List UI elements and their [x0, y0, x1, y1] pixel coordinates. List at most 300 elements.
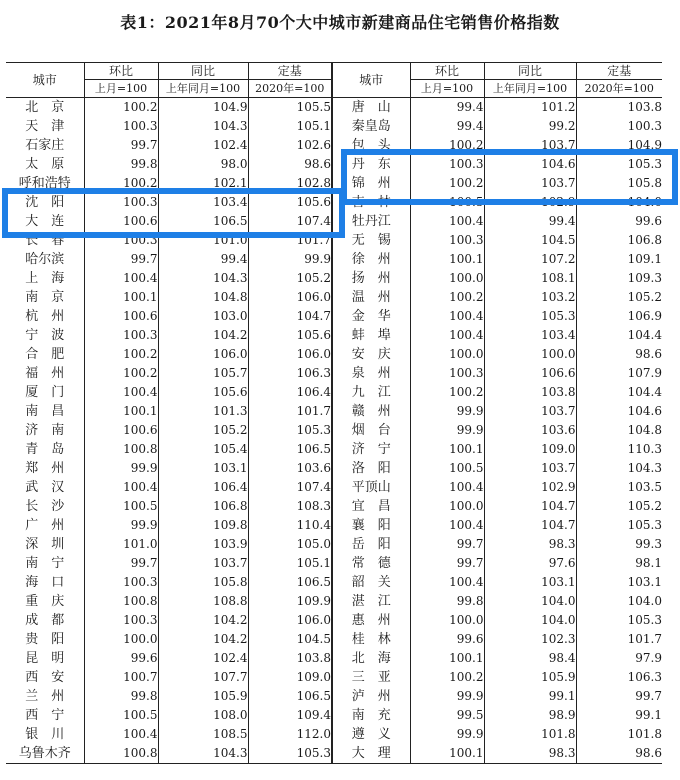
yoy-value: 108.8 [158, 592, 248, 611]
mom-value: 99.7 [84, 554, 158, 573]
city-name: 贵 阳 [25, 632, 65, 647]
mom-header-right: 环比 [410, 63, 484, 80]
table-row [6, 212, 662, 231]
yoy-value: 109.8 [158, 516, 248, 535]
yoy-value: 103.1 [158, 459, 248, 478]
mom-value: 100.2 [84, 364, 158, 383]
table-row [6, 630, 662, 649]
base-value: 99.1 [576, 706, 662, 725]
mom-value: 100.2 [410, 174, 484, 193]
mom-value: 100.2 [410, 288, 484, 307]
yoy-value: 103.0 [158, 307, 248, 326]
city-name: 泉 州 [332, 364, 410, 383]
base-value: 104.6 [576, 402, 662, 421]
mom-value: 100.4 [410, 573, 484, 592]
yoy-value: 104.2 [158, 326, 248, 345]
base-value: 105.6 [248, 326, 332, 345]
yoy-value: 103.8 [484, 383, 576, 402]
base-value: 110.4 [248, 516, 332, 535]
yoy-value: 104.7 [484, 516, 576, 535]
mom-value: 100.0 [410, 611, 484, 630]
table-row [6, 668, 662, 687]
base-value: 104.0 [576, 193, 662, 212]
yoy-value: 109.0 [484, 440, 576, 459]
mom-value: 99.9 [84, 516, 158, 535]
base-value: 109.3 [576, 269, 662, 288]
table-row [6, 573, 662, 592]
mom-value: 100.4 [410, 478, 484, 497]
yoy-value: 102.9 [484, 478, 576, 497]
table-row [6, 364, 662, 383]
mom-value: 100.3 [84, 611, 158, 630]
base-value: 104.4 [576, 326, 662, 345]
table-row [6, 155, 662, 174]
base-value: 101.7 [248, 402, 332, 421]
city-name: 大 理 [332, 744, 410, 764]
city-name: 合 肥 [25, 347, 65, 362]
table-row [6, 174, 662, 193]
yoy-value: 104.9 [158, 98, 248, 118]
yoy-value: 101.3 [158, 402, 248, 421]
city-name: 乌鲁木齐 [6, 744, 84, 764]
base-value: 109.9 [248, 592, 332, 611]
city-name: 济 南 [25, 423, 65, 438]
base-value: 103.5 [576, 478, 662, 497]
city-name: 岳 阳 [332, 535, 410, 554]
yoy-value: 99.4 [484, 212, 576, 231]
mom-value: 100.0 [84, 630, 158, 649]
mom-value: 99.8 [84, 687, 158, 706]
city-name: 宜 昌 [332, 497, 410, 516]
yoy-value: 98.9 [484, 706, 576, 725]
yoy-value: 98.0 [158, 155, 248, 174]
base-value: 102.6 [248, 136, 332, 155]
city-name: 石家庄 [25, 138, 65, 153]
base-value: 104.0 [576, 592, 662, 611]
city-name: 哈尔滨 [25, 252, 65, 267]
yoy-value: 103.4 [158, 193, 248, 212]
yoy-value: 103.7 [484, 136, 576, 155]
mom-value: 100.2 [84, 98, 158, 118]
base-value: 105.2 [576, 497, 662, 516]
mom-value: 100.4 [410, 326, 484, 345]
yoy-value: 104.3 [158, 269, 248, 288]
mom-value: 100.3 [84, 117, 158, 136]
base-value: 104.7 [248, 307, 332, 326]
city-name: 成 都 [25, 613, 65, 628]
base-value: 109.0 [248, 668, 332, 687]
base-value: 101.7 [576, 630, 662, 649]
yoy-value: 108.1 [484, 269, 576, 288]
yoy-value: 103.7 [484, 402, 576, 421]
mom-value: 100.4 [410, 307, 484, 326]
mom-value: 100.3 [84, 193, 158, 212]
yoy-value: 103.7 [158, 554, 248, 573]
yoy-value: 103.4 [484, 326, 576, 345]
city-name: 唐 山 [332, 98, 410, 118]
city-name: 宁 波 [25, 328, 65, 343]
city-header-left: 城市 [6, 63, 84, 98]
mom-value: 100.4 [410, 516, 484, 535]
base-value: 106.0 [248, 611, 332, 630]
city-name: 桂 林 [332, 630, 410, 649]
base-value: 105.8 [576, 174, 662, 193]
yoy-value: 98.3 [484, 535, 576, 554]
mom-value: 99.9 [410, 725, 484, 744]
yoy-value: 102.3 [484, 630, 576, 649]
base-value: 106.5 [248, 440, 332, 459]
table-row [6, 421, 662, 440]
yoy-base-left: 上年同月=100 [158, 80, 248, 98]
yoy-value: 105.9 [484, 668, 576, 687]
mom-value: 100.1 [84, 288, 158, 307]
city-name: 南 昌 [25, 404, 65, 419]
base-value: 106.3 [576, 668, 662, 687]
mom-value: 100.3 [84, 326, 158, 345]
city-name: 无 锡 [332, 231, 410, 250]
mom-value: 100.2 [410, 668, 484, 687]
base-value: 102.8 [248, 174, 332, 193]
mom-value: 100.2 [410, 136, 484, 155]
base-value: 106.4 [248, 383, 332, 402]
table-row [6, 611, 662, 630]
table-row [6, 288, 662, 307]
city-name: 丹 东 [332, 155, 410, 174]
city-name: 福 州 [25, 366, 65, 381]
city-name: 三 亚 [332, 668, 410, 687]
base-value: 101.7 [248, 231, 332, 250]
base-header-left: 定基 [248, 63, 332, 80]
mom-value: 100.8 [84, 744, 158, 764]
mom-header-left: 环比 [84, 63, 158, 80]
yoy-value: 104.7 [484, 497, 576, 516]
table-row [6, 459, 662, 478]
table-row [6, 383, 662, 402]
yoy-value: 106.8 [158, 497, 248, 516]
mom-value: 99.7 [410, 535, 484, 554]
base-value: 104.3 [576, 459, 662, 478]
base-value: 105.2 [248, 269, 332, 288]
yoy-value: 104.0 [484, 611, 576, 630]
city-name: 锦 州 [332, 174, 410, 193]
table-row [6, 516, 662, 535]
base-value: 98.6 [576, 744, 662, 764]
yoy-value: 105.9 [158, 687, 248, 706]
yoy-value: 99.4 [158, 250, 248, 269]
base-value: 105.3 [576, 155, 662, 174]
base-value: 97.9 [576, 649, 662, 668]
table-row [6, 497, 662, 516]
yoy-value: 108.0 [158, 706, 248, 725]
city-name: 常 德 [332, 554, 410, 573]
city-name: 海 口 [25, 575, 65, 590]
yoy-value: 107.2 [484, 250, 576, 269]
yoy-value: 100.0 [484, 345, 576, 364]
mom-value: 100.4 [84, 725, 158, 744]
yoy-value: 106.0 [158, 345, 248, 364]
mom-value: 100.1 [410, 250, 484, 269]
base-value: 108.3 [248, 497, 332, 516]
base-value: 105.3 [248, 421, 332, 440]
mom-value: 100.7 [84, 668, 158, 687]
mom-value: 99.5 [410, 706, 484, 725]
mom-value: 100.6 [84, 307, 158, 326]
table-row [6, 744, 662, 764]
mom-value: 101.0 [84, 535, 158, 554]
table-row [6, 231, 662, 250]
mom-base-left: 上月=100 [84, 80, 158, 98]
mom-value: 100.2 [84, 345, 158, 364]
base-value: 105.1 [248, 554, 332, 573]
mom-value: 100.5 [84, 706, 158, 725]
city-name: 昆 明 [25, 651, 65, 666]
page-title: 表1：2021年8月70个大中城市新建商品住宅销售价格指数 [120, 13, 560, 32]
city-name: 安 庆 [332, 345, 410, 364]
mom-value: 100.0 [410, 269, 484, 288]
base-value: 107.9 [576, 364, 662, 383]
base-value: 110.3 [576, 440, 662, 459]
table-row [6, 706, 662, 725]
yoy-value: 104.6 [484, 155, 576, 174]
mom-value: 100.2 [84, 174, 158, 193]
base-value: 106.5 [248, 573, 332, 592]
city-name: 惠 州 [332, 611, 410, 630]
city-name: 平顶山 [332, 478, 410, 497]
yoy-value: 103.7 [484, 174, 576, 193]
city-name: 郑 州 [25, 461, 65, 476]
city-name: 襄 阳 [332, 516, 410, 535]
city-name: 银 川 [25, 727, 65, 742]
yoy-value: 99.1 [484, 687, 576, 706]
mom-value: 100.8 [84, 440, 158, 459]
yoy-value: 104.5 [484, 231, 576, 250]
mom-value: 99.6 [84, 649, 158, 668]
yoy-value: 102.4 [158, 649, 248, 668]
yoy-value: 105.8 [158, 573, 248, 592]
mom-value: 100.6 [84, 421, 158, 440]
mom-value: 100.5 [410, 193, 484, 212]
city-name: 长 春 [25, 233, 65, 248]
yoy-value: 102.4 [158, 136, 248, 155]
yoy-value: 103.1 [484, 573, 576, 592]
city-name: 吉 林 [332, 193, 410, 212]
table-row [6, 554, 662, 573]
yoy-value: 103.6 [484, 421, 576, 440]
base-value: 104.4 [576, 383, 662, 402]
base-value: 100.3 [576, 117, 662, 136]
yoy-value: 101.2 [484, 98, 576, 118]
table-row [6, 535, 662, 554]
base-value: 103.6 [248, 459, 332, 478]
city-name: 深 圳 [25, 537, 65, 552]
mom-value: 100.1 [84, 402, 158, 421]
base-value: 105.5 [248, 98, 332, 118]
yoy-base-right: 上年同月=100 [484, 80, 576, 98]
base-base-right: 2020年=100 [576, 80, 662, 98]
city-name: 广 州 [25, 518, 65, 533]
city-name: 沈 阳 [25, 195, 65, 210]
yoy-value: 104.0 [484, 592, 576, 611]
base-value: 99.6 [576, 212, 662, 231]
yoy-value: 107.7 [158, 668, 248, 687]
city-name: 泸 州 [332, 687, 410, 706]
mom-value: 100.1 [410, 744, 484, 764]
yoy-value: 106.5 [158, 212, 248, 231]
city-name: 西 安 [25, 670, 65, 685]
table-row [6, 117, 662, 136]
mom-value: 99.4 [410, 117, 484, 136]
city-name: 太 原 [25, 157, 65, 172]
city-name: 兰 州 [25, 689, 65, 704]
base-value: 112.0 [248, 725, 332, 744]
yoy-value: 104.2 [158, 630, 248, 649]
yoy-value: 108.5 [158, 725, 248, 744]
city-name: 青 岛 [25, 442, 65, 457]
base-value: 103.8 [576, 98, 662, 118]
table-row [6, 478, 662, 497]
city-name: 秦皇岛 [332, 117, 410, 136]
table-row [6, 649, 662, 668]
mom-value: 100.8 [84, 592, 158, 611]
city-name: 湛 江 [332, 592, 410, 611]
mom-value: 100.0 [410, 345, 484, 364]
table-row [6, 402, 662, 421]
city-name: 重 庆 [25, 594, 65, 609]
yoy-value: 98.4 [484, 649, 576, 668]
base-value: 98.6 [576, 345, 662, 364]
mom-value: 100.5 [410, 459, 484, 478]
mom-value: 100.6 [84, 212, 158, 231]
base-value: 106.8 [576, 231, 662, 250]
mom-value: 100.4 [84, 383, 158, 402]
mom-value: 100.1 [410, 440, 484, 459]
mom-value: 99.9 [84, 459, 158, 478]
yoy-value: 99.2 [484, 117, 576, 136]
mom-value: 100.3 [84, 231, 158, 250]
table-row [6, 326, 662, 345]
yoy-value: 104.3 [158, 744, 248, 764]
mom-value: 100.4 [84, 269, 158, 288]
city-name: 九 江 [332, 383, 410, 402]
base-value: 99.7 [576, 687, 662, 706]
city-name: 厦 门 [25, 385, 65, 400]
mom-value: 100.4 [410, 212, 484, 231]
base-value: 103.8 [248, 649, 332, 668]
table-row [6, 345, 662, 364]
city-name: 武 汉 [25, 480, 65, 495]
mom-value: 99.7 [410, 554, 484, 573]
city-name: 杭 州 [25, 309, 65, 324]
city-name: 济 宁 [332, 440, 410, 459]
mom-value: 99.8 [84, 155, 158, 174]
city-name: 遵 义 [332, 725, 410, 744]
base-value: 104.9 [576, 136, 662, 155]
yoy-header-right: 同比 [484, 63, 576, 80]
base-value: 104.8 [576, 421, 662, 440]
yoy-value: 104.3 [158, 117, 248, 136]
yoy-value: 103.9 [158, 535, 248, 554]
mom-value: 100.3 [410, 155, 484, 174]
city-name: 大 连 [25, 214, 65, 229]
mom-value: 100.3 [410, 231, 484, 250]
mom-value: 99.9 [410, 687, 484, 706]
yoy-value: 102.1 [158, 174, 248, 193]
base-value: 106.3 [248, 364, 332, 383]
mom-value: 100.1 [410, 649, 484, 668]
table-row [6, 136, 662, 155]
table-row [6, 98, 662, 118]
base-value: 105.2 [576, 288, 662, 307]
mom-value: 100.4 [84, 478, 158, 497]
base-value: 99.9 [248, 250, 332, 269]
mom-value: 99.4 [410, 98, 484, 118]
base-value: 105.6 [248, 193, 332, 212]
yoy-value: 105.6 [158, 383, 248, 402]
table-row [6, 440, 662, 459]
yoy-value: 106.6 [484, 364, 576, 383]
city-name: 西 宁 [25, 708, 65, 723]
city-name: 金 华 [332, 307, 410, 326]
base-value: 107.4 [248, 478, 332, 497]
base-value: 105.1 [248, 117, 332, 136]
table-row [6, 269, 662, 288]
base-value: 105.0 [248, 535, 332, 554]
city-name: 牡丹江 [332, 212, 410, 231]
yoy-header-left: 同比 [158, 63, 248, 80]
city-name: 北 海 [332, 649, 410, 668]
yoy-value: 103.7 [484, 459, 576, 478]
base-value: 105.3 [248, 744, 332, 764]
mom-value: 99.8 [410, 592, 484, 611]
yoy-value: 105.4 [158, 440, 248, 459]
city-name: 上 海 [25, 271, 65, 286]
base-value: 105.3 [576, 611, 662, 630]
city-name: 南 京 [25, 290, 65, 305]
table-row [6, 725, 662, 744]
city-name: 北 京 [25, 100, 65, 115]
base-value: 106.0 [248, 288, 332, 307]
table-row [6, 687, 662, 706]
yoy-value: 106.4 [158, 478, 248, 497]
yoy-value: 102.9 [484, 193, 576, 212]
base-value: 101.8 [576, 725, 662, 744]
base-value: 98.6 [248, 155, 332, 174]
base-value: 103.1 [576, 573, 662, 592]
mom-value: 100.2 [410, 383, 484, 402]
mom-value: 99.6 [410, 630, 484, 649]
price-index-table [6, 62, 662, 764]
city-name: 长 沙 [25, 499, 65, 514]
yoy-value: 105.7 [158, 364, 248, 383]
table-body [6, 98, 662, 764]
city-name: 南 充 [332, 706, 410, 725]
table-row [6, 193, 662, 212]
yoy-value: 101.8 [484, 725, 576, 744]
base-value: 106.5 [248, 687, 332, 706]
base-value: 109.1 [576, 250, 662, 269]
yoy-value: 101.0 [158, 231, 248, 250]
city-header-right: 城市 [332, 63, 410, 98]
base-value: 106.9 [576, 307, 662, 326]
city-name: 韶 关 [332, 573, 410, 592]
city-name: 蚌 埠 [332, 326, 410, 345]
mom-value: 99.9 [410, 421, 484, 440]
mom-value: 99.7 [84, 136, 158, 155]
table-row [6, 592, 662, 611]
mom-value: 99.9 [410, 402, 484, 421]
base-header-right: 定基 [576, 63, 662, 80]
city-name: 洛 阳 [332, 459, 410, 478]
